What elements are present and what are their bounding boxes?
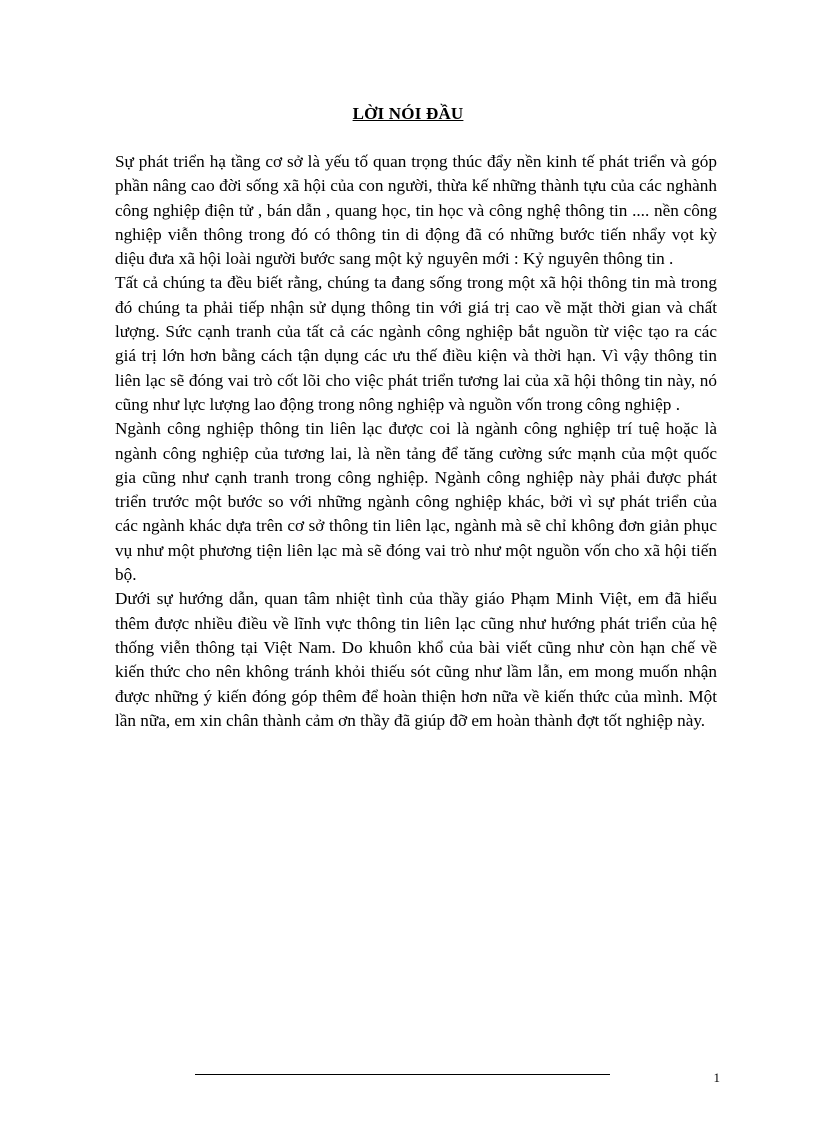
- paragraph-intro: Sự phát triển hạ tầng cơ sở là yếu tố quan trọng thúc đẩy nền kinh tế phát triển và góp phần nâng cao đời sống xã hội của con người, thừa kế những thành tựu của các nghành công nghiệp điện tử , bán dẫn , quang học, tin học và công nghệ thông tin .... nền công nghiệp viễn thông trong đó có thông tin di động đã có những bước tiến nhẩy vọt kỳ diệu đưa xã hội loài người bước sang một kỷ nguyên mới : Kỷ nguyên thông tin .: [115, 152, 717, 269]
- page-number: 1: [713, 1070, 720, 1085]
- page-title: LỜI NÓI ĐẦU: [352, 104, 464, 123]
- paragraph-information-society: Tất cả chúng ta đều biết rằng, chúng ta đang sống trong một xã hội thông tin mà trong đó chúng ta phải tiếp nhận sử dụng thông tin với giá trị cao về mặt thời gian và chất lượng. Sức cạnh tranh của tất cả các ngành công nghiệp bắt nguồn từ việc tạo ra các giá trị lớn hơn bằng cách tận dụng các ưu thế điều kiện và thời hạn. Vì vậy thông tin liên lạc sẽ đóng vai trò cốt lõi cho việc phát triển tương lai của xã hội thông tin này, nó cũng như lực lượng lao động trong nông nghiệp và nguồn vốn trong công nghiệp .: [115, 273, 717, 414]
- footer-divider: [195, 1074, 610, 1075]
- paragraph-acknowledgement: Dưới sự hướng dẫn, quan tâm nhiệt tình của thầy giáo Phạm Minh Việt, em đã hiểu thêm được nhiều điều về lĩnh vực thông tin liên lạc cũng như hướng phát triển của hệ thống viễn thông tại Việt Nam. Do khuôn khổ của bài viết cũng như còn hạn chế về kiến thức cho nên không tránh khỏi thiếu sót cũng như lầm lẫn, em mong muốn nhận được những ý kiến đóng góp thêm để hoàn thiện hơn nữa về kiến thức của mình. Một lần nữa, em xin chân thành cảm ơn thầy đã giúp đỡ em hoàn thành đợt tốt nghiệp này.: [115, 589, 717, 730]
- paragraph-telecom-industry: Ngành công nghiệp thông tin liên lạc được coi là ngành công nghiệp trí tuệ hoặc là ngành công nghiệp của tương lai, là nền tảng để tăng cường sức mạnh của một quốc gia cũng như cạnh tranh trong công nghiệp. Ngành công nghiệp này phải được phát triển trước một bước so với những ngành công nghiệp khác, bởi vì sự phát triển của các ngành khác dựa trên cơ sở thông tin liên lạc, ngành mà sẽ chỉ không đơn giản phục vụ như một phương tiện liên lạc mà sẽ đóng vai trò như một nguồn vốn cho xã hội tiến bộ.: [115, 419, 717, 585]
- document-body: [115, 150, 717, 733]
